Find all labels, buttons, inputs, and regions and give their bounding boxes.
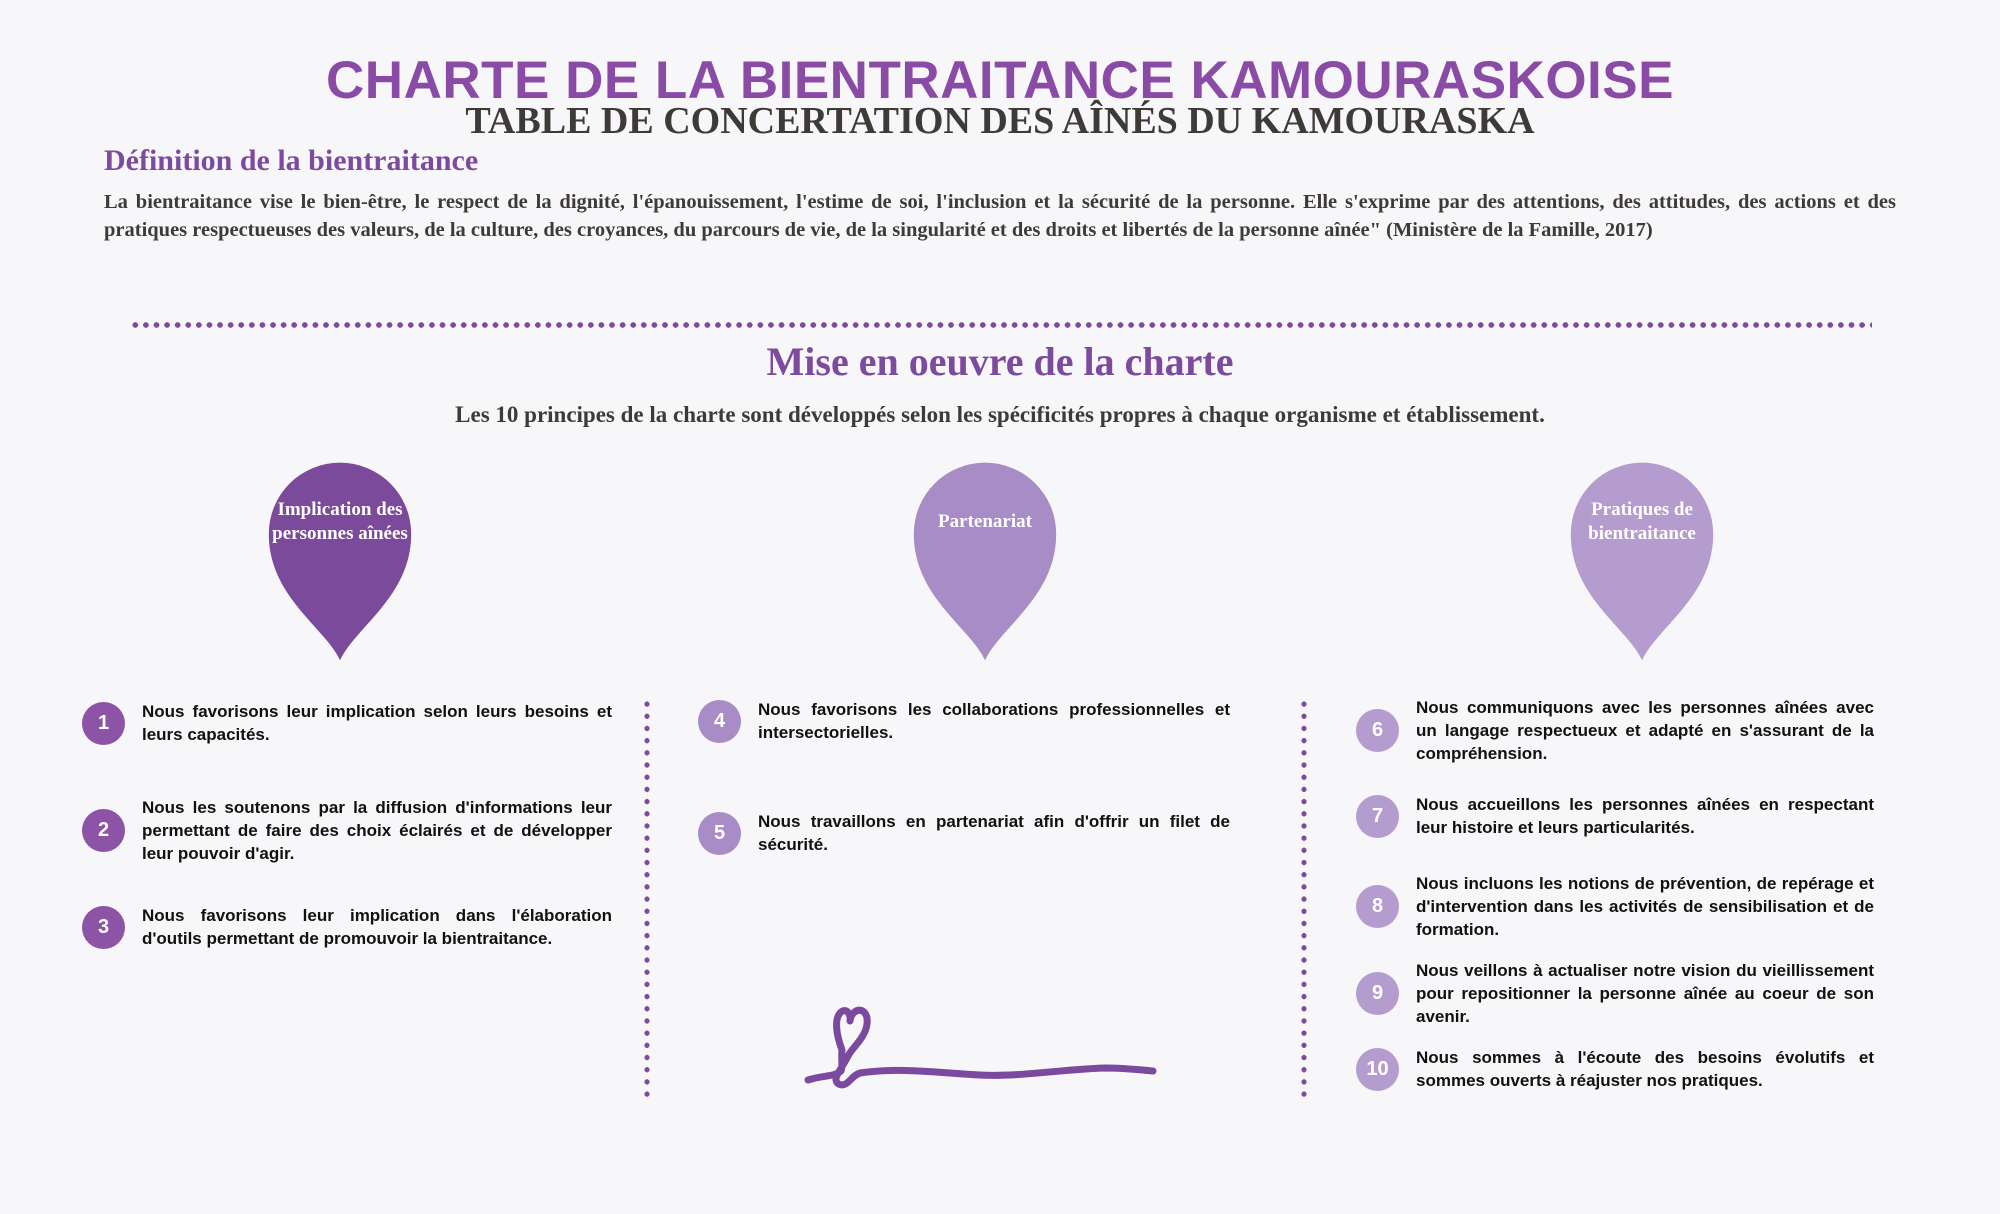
principle-number-badge: 9 (1356, 972, 1399, 1015)
principle-item-9 (1356, 959, 1874, 1028)
principle-number-badge: 6 (1356, 709, 1399, 752)
dotted-divider-vertical-left (643, 698, 651, 1100)
principle-text: Nous favorisons leur implication dans l'élaboration d'outils permettant de promouvoir la bientraitance. (142, 906, 612, 948)
principle-number-badge: 5 (698, 812, 741, 855)
principle-text: Nous les soutenons par la diffusion d'informations leur permettant de faire des choix éclairés et de développer leur pouvoir d'agir. (142, 798, 612, 863)
pillar-label: Partenariat (938, 511, 1032, 532)
principle-item-3 (82, 904, 612, 950)
definition-heading: Définition de la bientraitance (104, 144, 479, 177)
pillar-label: Implication des personnes aînées (272, 499, 408, 544)
principle-item-8 (1356, 872, 1874, 941)
implementation-subheading: Les 10 principes de la charte sont développés selon les spécificités propres à chaque organisme et établissement. (455, 402, 1545, 427)
page-title: CHARTE DE LA BIENTRAITANCE KAMOURASKOISE (326, 51, 1674, 110)
principle-number-badge: 3 (82, 906, 125, 949)
implementation-heading: Mise en oeuvre de la charte (766, 339, 1234, 384)
definition-text: La bientraitance vise le bien-être, le respect de la dignité, l'épanouissement, l'estime de soi, l'inclusion et la sécurité de la personne. Elle s'exprime par des attentions, des attitudes, des actions et des pratiques respectueuses des valeurs, de la culture, des croyances, du parcours de vie, de la singularité et des droits et libertés de la personne aînée" (Ministère de la Famille, 2017) (104, 191, 1896, 241)
principle-number-badge: 1 (82, 702, 125, 745)
principle-text: Nous veillons à actualiser notre vision du vieillissement pour repositionner la personne aînée au coeur de son avenir. (1416, 961, 1874, 1026)
principle-item-4 (698, 698, 1230, 744)
principle-number-badge: 2 (82, 809, 125, 852)
heart-squiggle-icon (780, 980, 1180, 1120)
principle-number-badge: 7 (1356, 795, 1399, 838)
pillar-pin-implication (251, 450, 429, 664)
principle-item-1 (82, 700, 612, 746)
principle-text: Nous favorisons les collaborations professionnelles et intersectorielles. (758, 700, 1230, 742)
page-subtitle: TABLE DE CONCERTATION DES AÎNÉS DU KAMOURASKA (465, 100, 1535, 142)
dotted-divider-horizontal (130, 321, 1872, 329)
principle-item-6 (1356, 696, 1874, 765)
principle-text: Nous favorisons leur implication selon leurs besoins et leurs capacités. (142, 702, 612, 744)
pillar-label: Pratiques de bientraitance (1588, 499, 1696, 544)
principle-number-badge: 10 (1356, 1048, 1399, 1091)
pillar-pin-partenariat (896, 450, 1074, 664)
principle-text: Nous sommes à l'écoute des besoins évolutifs et sommes ouverts à réajuster nos pratiques. (1416, 1048, 1874, 1090)
principle-text: Nous communiquons avec les personnes aînées avec un langage respectueux et adapté en s'assurant de la compréhension. (1416, 698, 1874, 763)
principle-item-7 (1356, 793, 1874, 839)
principle-text: Nous travaillons en partenariat afin d'offrir un filet de sécurité. (758, 812, 1230, 854)
principle-text: Nous incluons les notions de prévention, de repérage et d'intervention dans les activités de sensibilisation et de formation. (1416, 874, 1874, 939)
principle-text: Nous accueillons les personnes aînées en respectant leur histoire et leurs particularités. (1416, 795, 1874, 837)
principle-item-10 (1356, 1046, 1874, 1092)
dotted-divider-vertical-right (1300, 698, 1308, 1100)
pillar-pin-pratiques (1553, 450, 1731, 664)
principle-number-badge: 4 (698, 700, 741, 743)
principle-item-2 (82, 796, 612, 865)
principle-item-5 (698, 810, 1230, 856)
principle-number-badge: 8 (1356, 885, 1399, 928)
